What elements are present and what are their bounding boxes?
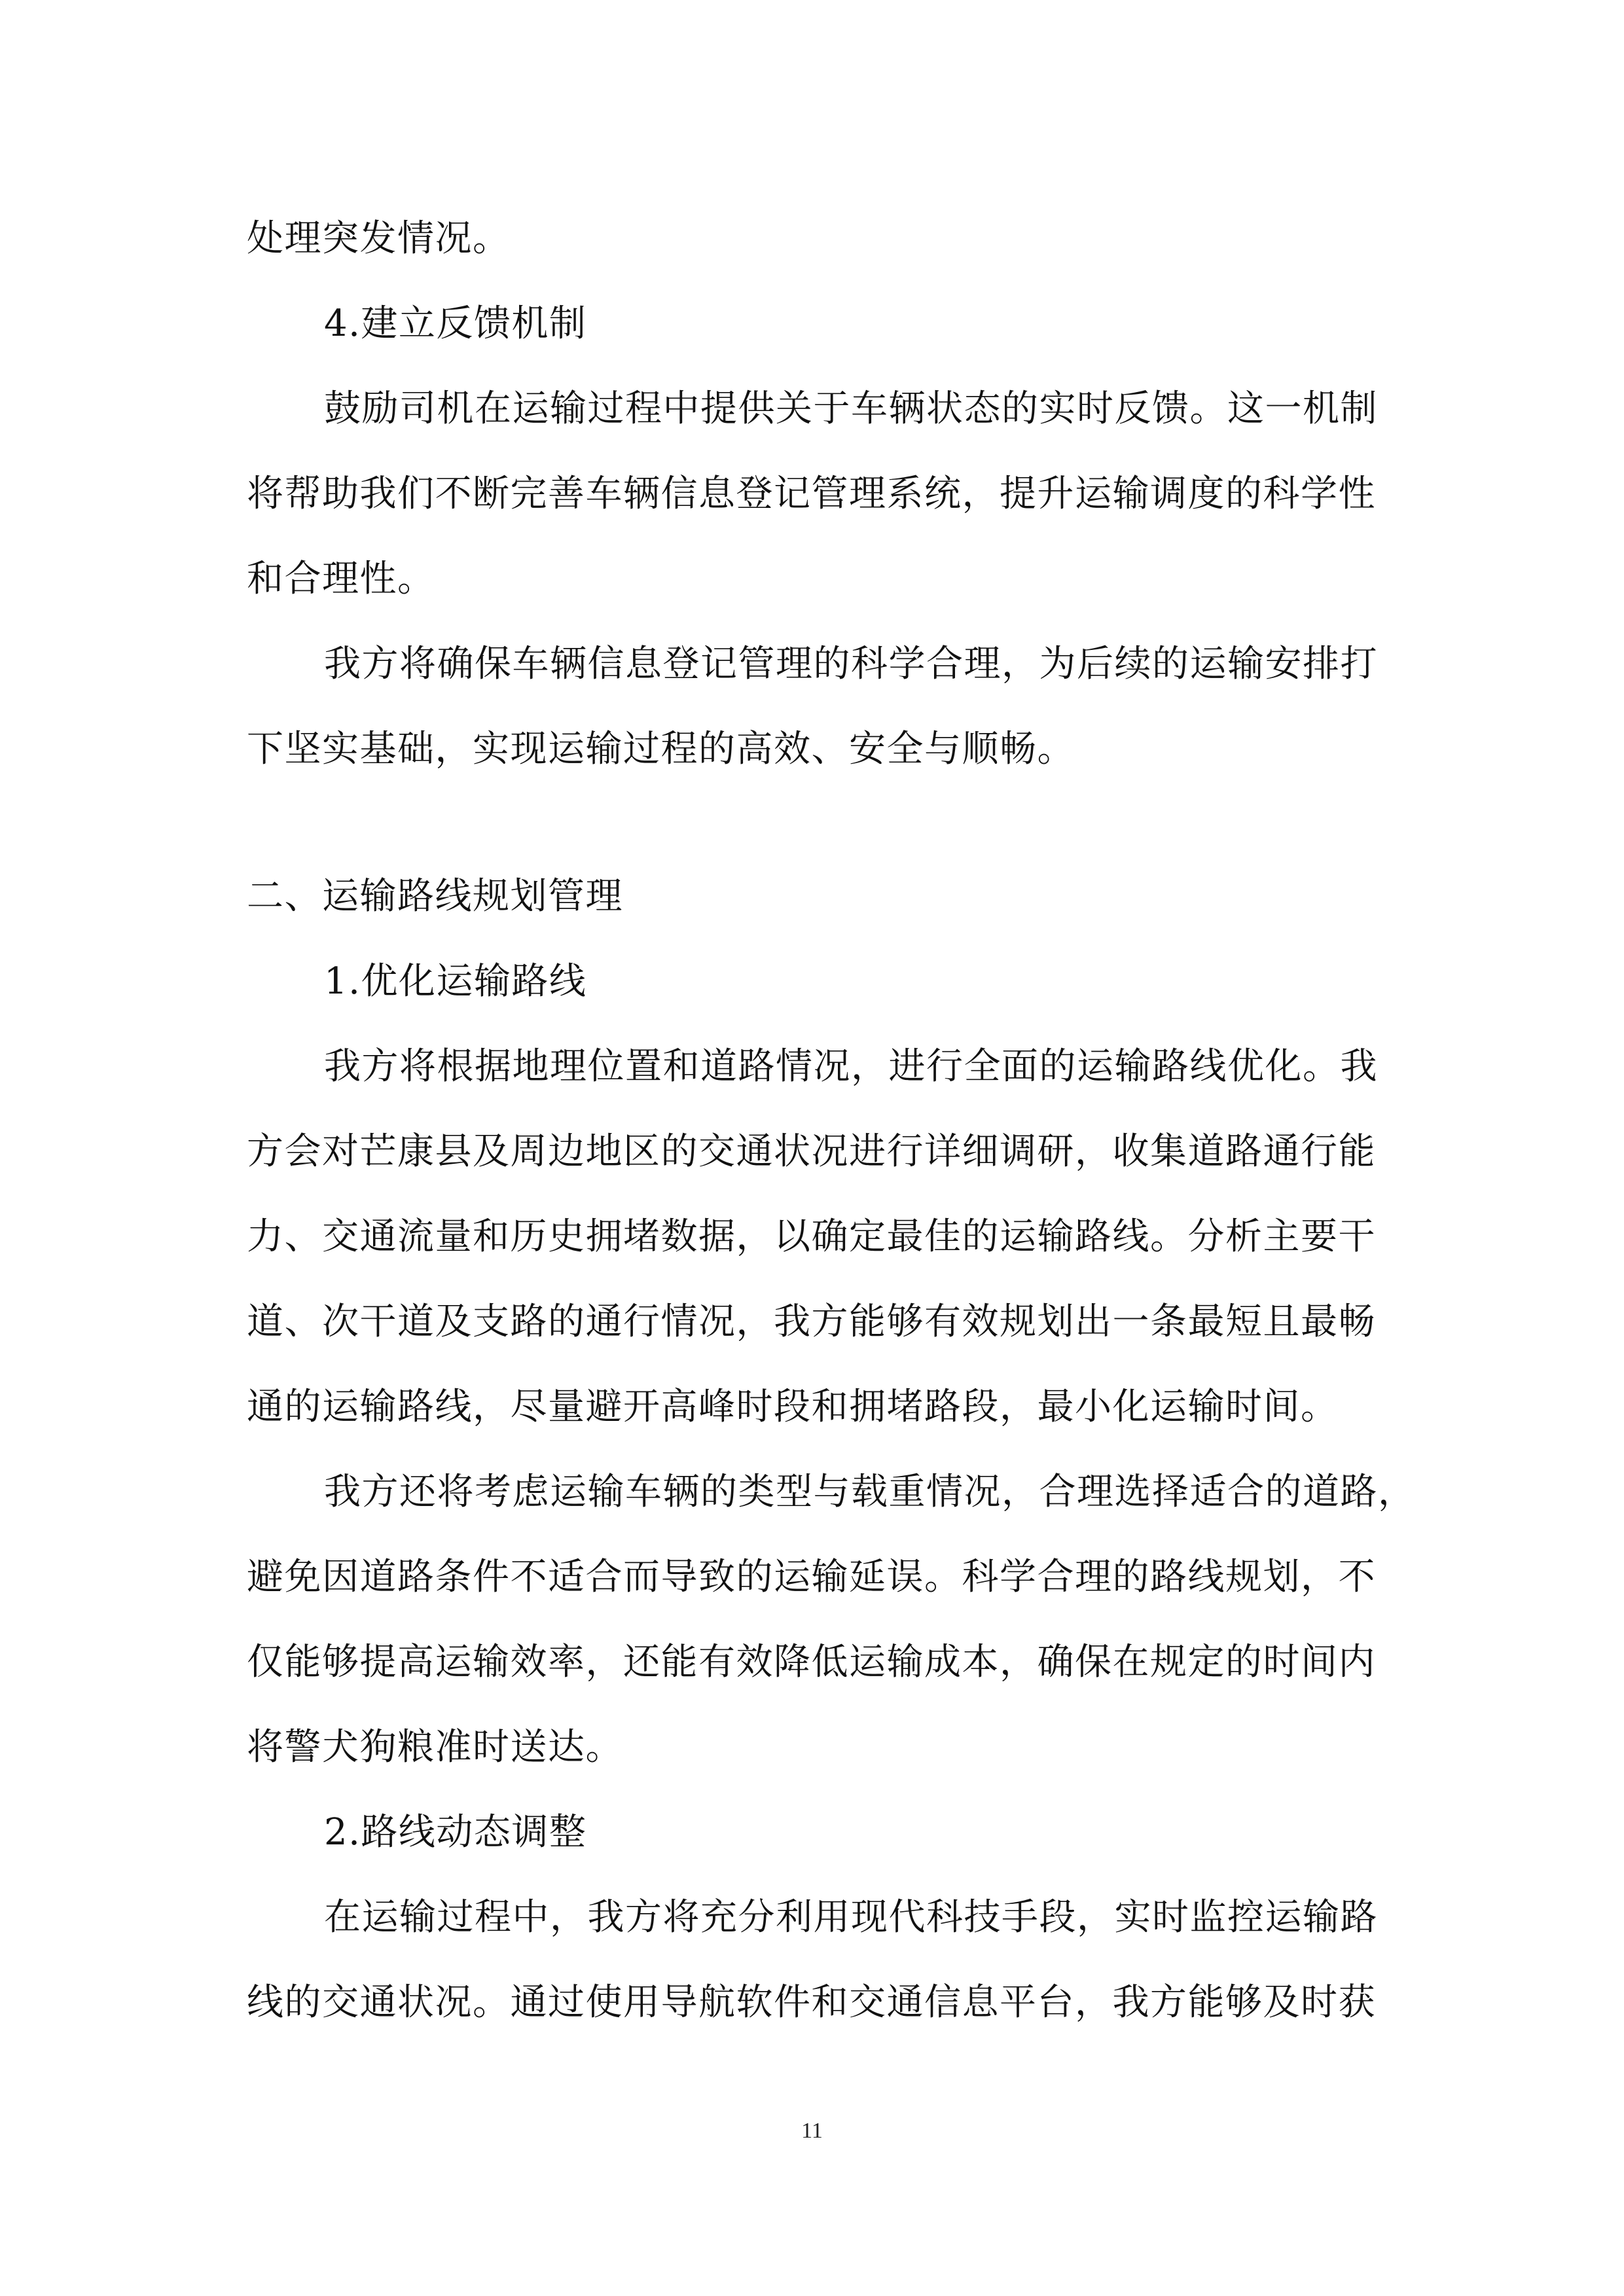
- paragraph-line: 我方将根据地理位置和道路情况，进行全面的运输路线优化。我: [324, 1045, 1378, 1088]
- paragraph-line: 线的交通状况。通过使用导航软件和交通信息平台，我方能够及时获: [247, 1981, 1376, 2024]
- paragraph-line: 我方将确保车辆信息登记管理的科学合理，为后续的运输安排打: [324, 643, 1378, 685]
- section-heading: 二、运输路线规划管理: [247, 875, 623, 918]
- subsection-heading: 4.建立反馈机制: [324, 302, 587, 345]
- paragraph-line: 鼓励司机在运输过程中提供关于车辆状态的实时反馈。这一机制: [324, 387, 1378, 430]
- paragraph-line: 通的运输路线，尽量避开高峰时段和拥堵路段，最小化运输时间。: [247, 1386, 1339, 1428]
- paragraph-line: 下坚实基础，实现运输过程的高效、安全与顺畅。: [247, 728, 1075, 770]
- paragraph-line: 将帮助我们不断完善车辆信息登记管理系统，提升运输调度的科学性: [247, 473, 1376, 515]
- paragraph-line: 在运输过程中，我方将充分利用现代科技手段，实时监控运输路: [324, 1896, 1378, 1939]
- paragraph-line: 仅能够提高运输效率，还能有效降低运输成本，确保在规定的时间内: [247, 1641, 1376, 1683]
- paragraph-line: 和合理性。: [247, 558, 435, 600]
- paragraph-line: 我方还将考虑运输车辆的类型与载重情况，合理选择适合的道路，: [324, 1471, 1416, 1513]
- paragraph-line: 道、次干道及支路的通行情况，我方能够有效规划出一条最短且最畅: [247, 1300, 1376, 1343]
- page-number: 11: [801, 2119, 823, 2143]
- subsection-heading: 1.优化运输路线: [324, 960, 587, 1003]
- paragraph-line: 力、交通流量和历史拥堵数据，以确定最佳的运输路线。分析主要干: [247, 1215, 1376, 1258]
- paragraph-line: 处理突发情况。: [247, 217, 511, 260]
- paragraph-line: 方会对芒康县及周边地区的交通状况进行详细调研，收集道路通行能: [247, 1130, 1376, 1173]
- paragraph-line: 避免因道路条件不适合而导致的运输延误。科学合理的路线规划，不: [247, 1556, 1376, 1598]
- paragraph-line: 将警犬狗粮准时送达。: [247, 1726, 623, 1768]
- subsection-heading: 2.路线动态调整: [324, 1811, 587, 1854]
